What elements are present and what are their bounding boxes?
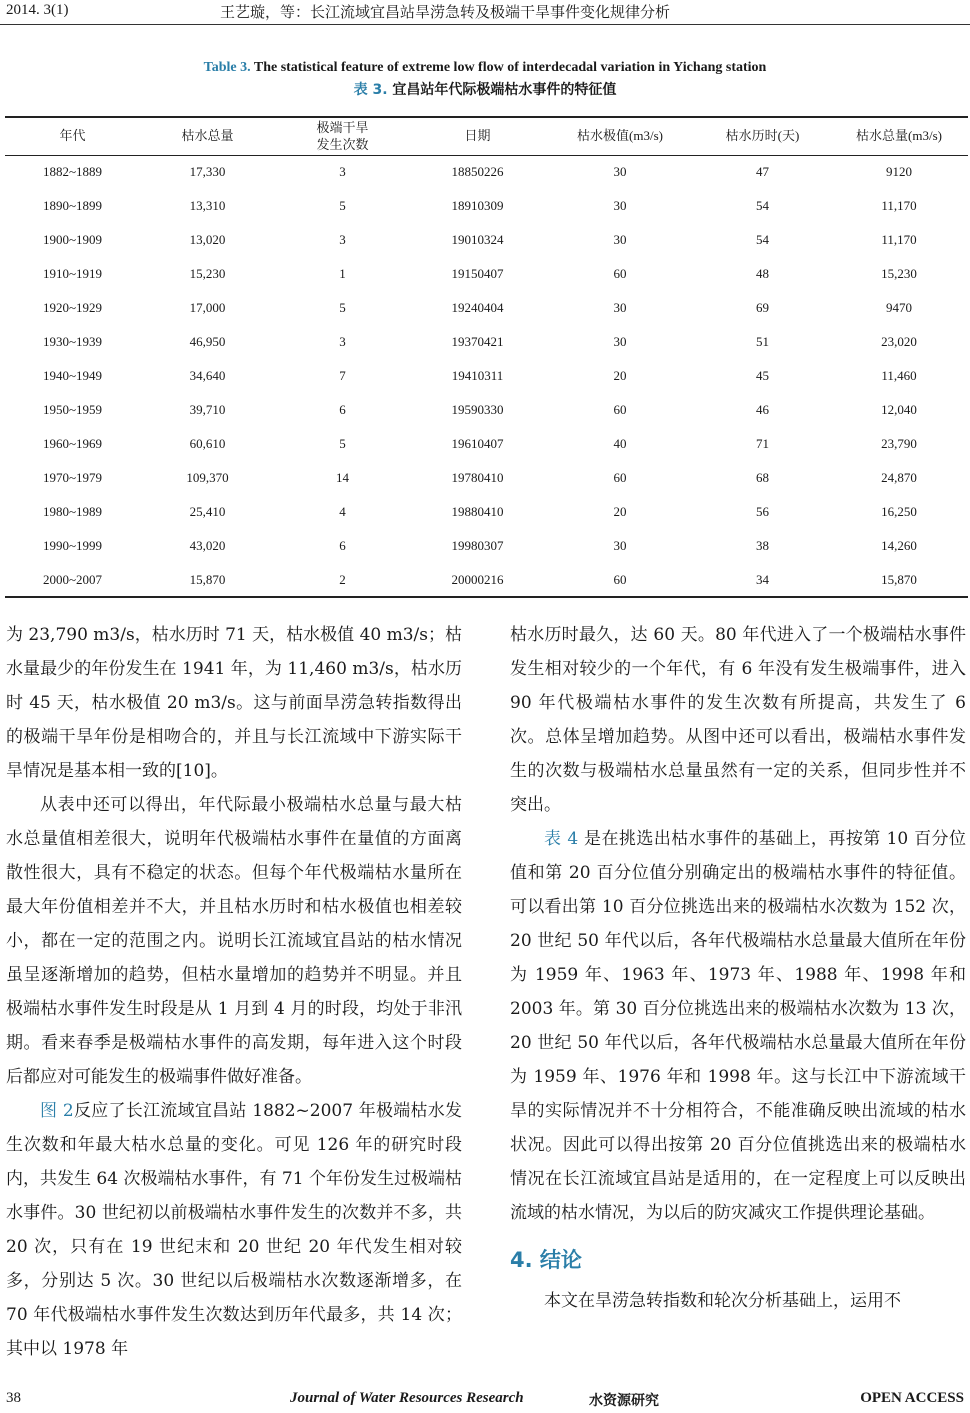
table-cell: 3 [339, 232, 346, 247]
table-cell: 30 [613, 300, 627, 315]
col-header: 枯水历时(天) [725, 128, 800, 143]
table-cell: 19410311 [451, 368, 504, 383]
table-cell: 1 [339, 266, 346, 281]
table-cell: 2000~2007 [42, 572, 103, 587]
table-cell: 9470 [886, 300, 912, 315]
table-cell: 11,460 [881, 368, 917, 383]
table-cell: 68 [756, 470, 769, 485]
table-cell: 30 [613, 334, 627, 349]
table-cell: 60 [613, 402, 627, 417]
table-cell: 25,410 [189, 504, 226, 519]
table-cell: 45 [756, 368, 769, 383]
table-cell: 1970~1979 [42, 470, 103, 485]
table-cell: 47 [756, 164, 769, 179]
table-cell: 1980~1989 [42, 504, 103, 519]
table-cell: 2 [339, 572, 346, 587]
page-number: 38 [6, 1390, 21, 1406]
table-label-zh: 表 3. [353, 82, 388, 98]
table-title-en: The statistical feature of extreme low flow of interdecadal variation in Yichang station [253, 60, 767, 75]
table-cell: 34,640 [189, 368, 226, 383]
table-cell: 19590330 [451, 402, 504, 417]
table-row [5, 461, 968, 495]
table-cell: 54 [756, 198, 769, 213]
table-row [5, 495, 968, 529]
table-cell: 12,040 [881, 402, 917, 417]
table-cell: 5 [339, 436, 346, 451]
table-cell: 20 [613, 368, 627, 383]
table-cell: 11,170 [881, 232, 917, 247]
table-cell: 1900~1909 [42, 232, 103, 247]
table-cell: 3 [339, 334, 346, 349]
table-cell: 17,000 [189, 300, 226, 315]
table-cell: 15,870 [881, 572, 917, 587]
table-row [5, 155, 968, 189]
table-cell: 71 [756, 436, 769, 451]
table-cell: 16,250 [881, 504, 917, 519]
table-cell: 20000216 [451, 572, 504, 587]
table-cell: 1960~1969 [42, 436, 103, 451]
table-cell: 48 [756, 266, 769, 281]
table-cell: 46,950 [189, 334, 226, 349]
table-cell: 5 [339, 300, 346, 315]
open-access-label: OPEN ACCESS [860, 1390, 964, 1406]
col-header: 枯水极值(m3/s) [577, 128, 663, 143]
table-cell: 15,870 [189, 572, 226, 587]
table-row [5, 291, 968, 325]
running-header [0, 0, 970, 26]
col-header: 日期 [464, 128, 491, 143]
table-reference-link[interactable]: 表 4 [544, 829, 579, 849]
paragraph: 从表中还可以得出，年代际最小极端枯水总量与最大枯水总量值相差很大，说明年代极端枯水事件在量值的方面离散性很大，具有不稳定的状态。但每个年代极端枯水量所在最大年份值相差并不大，并且枯水历时和枯水极值也相差较小，都在一定的范围之内。说明长江流域宜昌站的枯水情况虽呈逐渐增加的趋势，但枯水量增加的趋势并不明显。并且极端枯水事件发生时段是从 1 月到 4 月的时段，均处于非汛期。看来春季是极端枯水事件的高发期，每年进入这个时段后都应对可能发生的极端事件做好准备。 [6, 795, 462, 1087]
table-row [5, 427, 968, 461]
table-cell: 7 [339, 368, 346, 383]
table-cell: 23,020 [881, 334, 917, 349]
table-cell: 34 [756, 572, 769, 587]
table-cell: 20 [613, 504, 627, 519]
table-cell: 19150407 [451, 266, 504, 281]
table-cell: 14 [336, 470, 349, 485]
table-row [5, 189, 968, 223]
table-row [5, 359, 968, 393]
table-cell: 5 [339, 198, 346, 213]
table-cell: 51 [756, 334, 769, 349]
section-heading: 4. 结论 [510, 1248, 582, 1272]
table-row [5, 325, 968, 359]
data-table [5, 116, 968, 597]
table-row [5, 529, 968, 563]
table-title-zh: 宜昌站年代际极端枯水事件的特征值 [392, 82, 617, 98]
table-cell: 23,790 [881, 436, 917, 451]
table-cell: 15,230 [881, 266, 917, 281]
body-column-left [6, 618, 462, 1366]
table-cell: 19240404 [451, 300, 504, 315]
table-cell: 1990~1999 [42, 538, 103, 553]
journal-name-zh: 水资源研究 [589, 1393, 659, 1409]
table-cell: 39,710 [189, 402, 226, 417]
table-cell: 60 [613, 470, 627, 485]
header-rule [0, 24, 970, 25]
running-title: 王艺璇，等：长江流域宜昌站旱涝急转及极端干旱事件变化规律分析 [220, 3, 671, 21]
table-cell: 60,610 [189, 436, 226, 451]
table-cell: 60 [613, 266, 627, 281]
table-cell: 69 [756, 300, 769, 315]
table-cell: 1920~1929 [42, 300, 103, 315]
paragraph: 图 2反应了长江流域宜昌站 1882~2007 年极端枯水发生次数和年最大枯水总量的变化。可见 126 年的研究时段内，共发生 64 次极端枯水事件，有 71 个年份发生过极端枯水事件。30 世纪初以前极端枯水事件发生的次数并不多，共 20 次，只有在 19 世纪末和 20 世纪 20 年代发生相对较多，分别达 5 次。30 世纪以后极端枯水次数逐渐增多，在 70 年代极端枯水事件发生次数达到历年代最多，共 14 次；其中以 1978 年 [6, 1101, 462, 1359]
table-cell: 17,330 [189, 164, 226, 179]
table-cell: 14,260 [881, 538, 917, 553]
table-cell: 109,370 [186, 470, 229, 485]
table-cell: 3 [339, 164, 346, 179]
table-cell: 1950~1959 [42, 402, 103, 417]
paragraph: 为 23,790 m3/s，枯水历时 71 天，枯水极值 40 m3/s；枯水量最少的年份发生在 1941 年，为 11,460 m3/s，枯水历时 45 天，枯水极值 20 m3/s。这与前面旱涝急转指数得出的极端干旱年份是相吻合的，并且与长江流域中下游实际干旱情况是基本相一致的[10]。 [6, 625, 462, 781]
table-cell: 1882~1889 [42, 164, 103, 179]
table-caption-en [0, 60, 970, 76]
table-cell: 19880410 [451, 504, 504, 519]
table-cell: 19010324 [451, 232, 504, 247]
paragraph: 本文在旱涝急转指数和轮次分析基础上，运用不 [544, 1291, 901, 1311]
table-cell: 6 [339, 538, 346, 553]
col-header: 枯水总量(m3/s) [856, 128, 942, 143]
table-cell: 30 [613, 232, 627, 247]
table-cell: 40 [613, 436, 627, 451]
table-cell: 60 [613, 572, 627, 587]
paragraph: 枯水历时最久，达 60 天。80 年代进入了一个极端枯水事件发生相对较少的一个年代，有 6 年没有发生极端事件，进入 90 年代极端枯水事件的发生次数有所提高，共发生了 6 次。总体呈增加趋势。从图中还可以看出，极端枯水事件发生的次数与极端枯水总量虽然有一定的关系，但同步性并不突出。 [510, 625, 966, 815]
table-cell: 46 [756, 402, 769, 417]
table-row [5, 257, 968, 291]
table-caption-zh [0, 79, 970, 99]
table-label-en: Table 3. [203, 60, 251, 75]
table-cell: 4 [339, 504, 346, 519]
table-cell: 15,230 [189, 266, 226, 281]
table-cell: 18910309 [451, 198, 504, 213]
table-cell: 56 [756, 504, 769, 519]
paragraph: 表 4 是在挑选出枯水事件的基础上，再按第 10 百分位值和第 20 百分位值分别确定出的极端枯水事件的特征值。可以看出第 10 百分位挑选出来的极端枯水次数为 152 次，20 世纪 50 年代以后，各年代极端枯水总量最大值所在年份为 1959 年、1963 年、1973 年、1988 年、1998 年和 2003 年。第 30 百分位挑选出来的极端枯水次数为 13 次，20 世纪 50 年代以后，各年代极端枯水总量最大值所在年份为 1959 年、1976 年和 1998 年。这与长江中下游流域干旱的实际情况并不十分相符合，不能准确反映出流域的枯水状况。因此可以得出按第 20 百分位值挑选出来的极端枯水情况在长江流域宜昌站是适用的，在一定程度上可以反映出流域的枯水情况，为以后的防灾减灾工作提供理论基础。 [510, 829, 966, 1223]
table-cell: 11,170 [881, 198, 917, 213]
table-cell: 1910~1919 [42, 266, 103, 281]
table-cell: 13,020 [189, 232, 226, 247]
table-cell: 19980307 [451, 538, 504, 553]
table-cell: 54 [756, 232, 769, 247]
table-cell: 43,020 [189, 538, 226, 553]
table-cell: 30 [613, 164, 627, 179]
table-row [5, 563, 968, 597]
figure-reference-link[interactable]: 图 2 [40, 1101, 74, 1121]
col-header: 枯水总量 [181, 128, 234, 143]
table-cell: 9120 [886, 164, 912, 179]
table-row [5, 393, 968, 427]
table-cell: 6 [339, 402, 346, 417]
table-cell: 19370421 [451, 334, 504, 349]
table-cell: 38 [756, 538, 769, 553]
table-cell: 1940~1949 [42, 368, 103, 383]
table-cell: 19610407 [451, 436, 504, 451]
table-cell: 30 [613, 198, 627, 213]
issue-number: 2014. 3(1) [6, 2, 69, 18]
table-cell: 1890~1899 [42, 198, 103, 213]
table-cell: 1930~1939 [42, 334, 103, 349]
table-cell: 30 [613, 538, 627, 553]
page-footer [0, 1390, 970, 1412]
table-header-row [5, 116, 968, 155]
col-header: 年代 [59, 128, 86, 143]
journal-name: Journal of Water Resources Research [290, 1390, 524, 1406]
table-cell: 19780410 [451, 470, 504, 485]
table-cell: 13,310 [189, 198, 226, 213]
table-row [5, 223, 968, 257]
table-cell: 18850226 [451, 164, 504, 179]
col-header: 极端干旱发生次数 [316, 119, 369, 152]
table-cell: 24,870 [881, 470, 917, 485]
body-column-right [510, 618, 966, 1318]
